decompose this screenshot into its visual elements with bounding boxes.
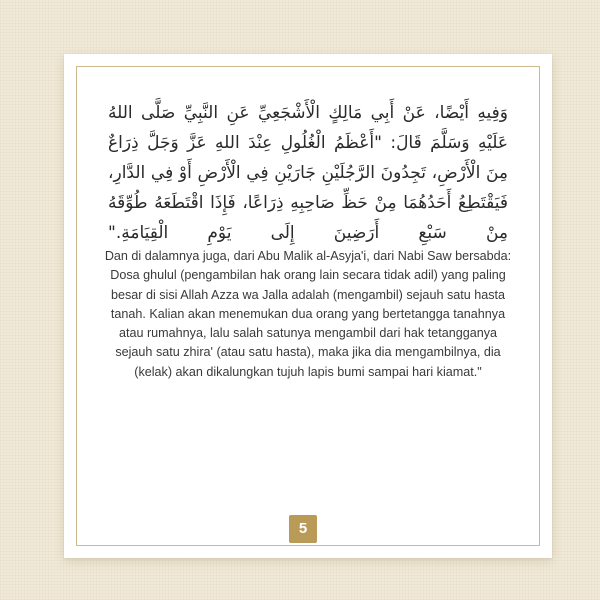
translation-text: Dan di dalamnya juga, dari Abu Malik al-Asyja'i, dari Nabi Saw bersabda: Dosa ghulul (pengambilan hak orang lain secara tidak adil) yang paling besar di sisi Allah Azza wa Jalla adalah (mengambil) sejauh satu hasta tanah. Kalian akan menemukan dua orang yang bertetangga tanahnya atau rumahnya, lalu salah satunya mengambil dari hak tetangganya sejauh satu zhira' (atau satu hasta), maka jika dia mengambilnya, dia (kelak) akan dikalungkan tujuh lapis bumi sampai hari kiamat.": [104, 249, 512, 379]
page-number-badge: 5: [289, 515, 317, 543]
content-card: [64, 54, 552, 558]
arabic-hadith-text: وَفِيهِ أَيْضًا، عَنْ أَبِي مَالِكٍ الْأَشْجَعِيِّ عَنِ النَّبِيِّ صَلَّى اللهُ عَلَيْهِ وَسَلَّمَ قَالَ: "أَعْظَمُ الْغُلُولِ عِنْدَ اللهِ عَزَّ وَجَلَّ ذِرَاعٌ مِنَ الْأَرْضِ، تَجِدُونَ الرَّجُلَيْنِ جَارَيْنِ فِي الْأَرْضِ أَوْ فِي الدَّارِ، فَيَقْتَطِعُ أَحَدُهُمَا مِنْ حَظِّ صَاحِبِهِ ذِرَاعًا، فَإِذَا اقْتَطَعَهُ طُوِّقَهُ مِنْ سَبْعِ أَرَضِينَ إِلَى يَوْمِ الْقِيَامَةِ.": [108, 103, 508, 243]
